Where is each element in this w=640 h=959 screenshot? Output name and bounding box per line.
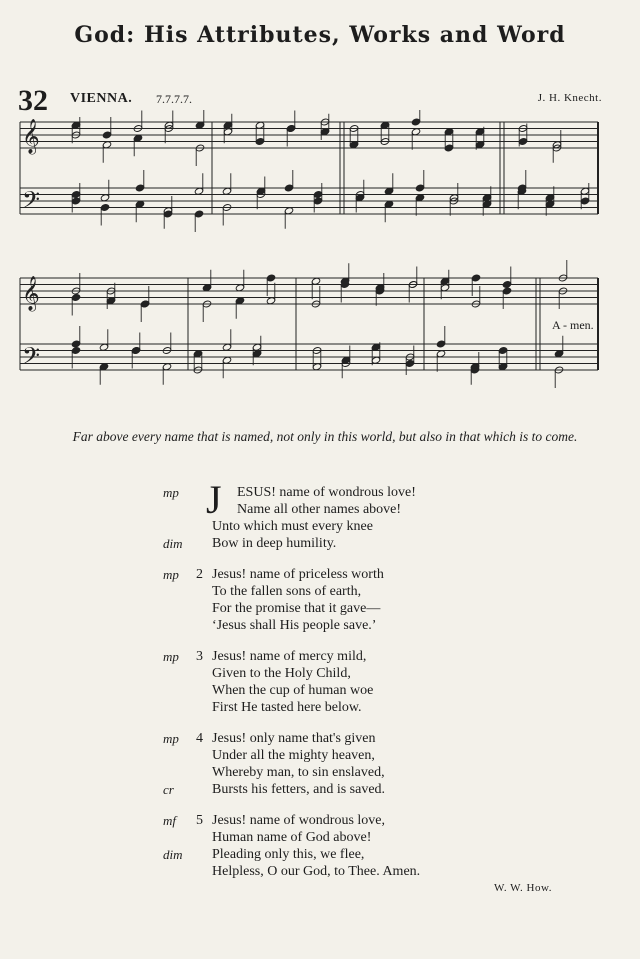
dynamic-mark: cr [163, 782, 174, 797]
note-head [71, 340, 80, 348]
verse-text: Jesus! only name that's given [212, 731, 376, 746]
note-head [266, 274, 275, 282]
note-head [252, 343, 261, 351]
note-head [255, 121, 264, 129]
author: W. W. How. [494, 882, 552, 894]
note-head [471, 274, 480, 282]
epigraph: Far above every name that is named, not only in this world, but also in that which is to come. [72, 429, 578, 444]
note-head [371, 356, 380, 364]
verse-line [0, 484, 640, 501]
note-head [405, 360, 414, 368]
note-head [411, 128, 420, 136]
verse-number: 5 [196, 813, 203, 828]
verse-text: ‘Jesus shall His people save.’ [212, 618, 377, 633]
note-head [580, 187, 589, 195]
note-head [371, 343, 380, 351]
verse-number: 3 [196, 649, 203, 664]
note-head [312, 363, 321, 371]
note-head [202, 284, 211, 292]
composer: J. H. Knecht. [537, 92, 602, 104]
verse-text: First He tasted here below. [212, 700, 362, 715]
verse-text: To the fallen sons of earth, [212, 584, 362, 599]
note-head [162, 363, 171, 371]
note-head [440, 284, 449, 292]
verse-line [0, 617, 640, 634]
verse-line [0, 863, 640, 880]
note-head [415, 194, 424, 202]
note-head [195, 121, 204, 129]
note-head [100, 204, 109, 212]
verse-text: Helpless, O our God, to Thee. Amen. [212, 864, 421, 879]
verse-line [0, 535, 640, 552]
note-head [223, 128, 232, 136]
verse-text: Human name of God above! [212, 830, 372, 845]
note-head [284, 184, 293, 192]
note-head [135, 200, 144, 208]
dynamic-mark: mp [163, 567, 179, 582]
verse-line [0, 665, 640, 682]
svg-text:𝄞: 𝄞 [22, 276, 40, 311]
note-head [286, 125, 295, 133]
note-head [482, 200, 491, 208]
note-head [384, 187, 393, 195]
svg-text:𝄢: 𝄢 [22, 186, 41, 219]
verse-line [0, 812, 640, 829]
verse-line [0, 648, 640, 665]
verse-number: 2 [196, 567, 203, 582]
note-head [411, 118, 420, 126]
verse-line [0, 699, 640, 716]
note-head [313, 197, 322, 205]
note-head [320, 128, 329, 136]
verse-2 [0, 566, 640, 634]
verse-line [0, 781, 640, 798]
verse-1 [0, 477, 640, 552]
note-head [71, 197, 80, 205]
verse-line [0, 730, 640, 747]
note-head [256, 187, 265, 195]
note-head [580, 197, 589, 205]
note-head [252, 350, 261, 358]
note-head [135, 184, 144, 192]
note-head [235, 284, 244, 292]
verse-line [0, 566, 640, 583]
note-head [102, 131, 111, 139]
verse-line [0, 501, 640, 518]
note-head [440, 277, 449, 285]
note-head [222, 187, 231, 195]
note-head [235, 297, 244, 305]
note-head [518, 138, 527, 146]
svg-text:𝄢: 𝄢 [22, 342, 41, 375]
note-head [502, 287, 511, 295]
note-head [545, 200, 554, 208]
verse-text: Pleading only this, we flee, [212, 847, 365, 862]
note-head [133, 134, 142, 142]
verse-line [0, 747, 640, 764]
note-head [71, 191, 80, 199]
verse-text: Jesus! name of mercy mild, [212, 649, 367, 664]
note-head [194, 210, 203, 218]
note-head [266, 297, 275, 305]
dynamic-mark: mp [163, 485, 179, 500]
drop-cap: J [206, 477, 222, 522]
note-head [384, 200, 393, 208]
note-head [284, 207, 293, 215]
verse-text: ESUS! name of wondrous love! [237, 485, 416, 500]
verse-text: Given to the Holy Child, [212, 666, 351, 681]
note-head [444, 144, 453, 152]
note-head [99, 363, 108, 371]
verse-text: When the cup of human woe [212, 683, 374, 698]
note-head [100, 194, 109, 202]
note-head [313, 191, 322, 199]
verse-text: Unto which must every knee [212, 519, 373, 534]
dynamic-mark: mf [163, 813, 176, 828]
verse-line [0, 764, 640, 781]
note-head [415, 184, 424, 192]
note-head [502, 281, 511, 289]
amen-label: A - men. [552, 318, 594, 332]
note-head [444, 128, 453, 136]
note-head [71, 121, 80, 129]
note-head [436, 340, 445, 348]
verses [0, 477, 640, 894]
dynamic-mark: mp [163, 731, 179, 746]
note-head [106, 297, 115, 305]
note-head [255, 138, 264, 146]
note-head [482, 194, 491, 202]
note-head [71, 347, 80, 355]
tune-name: VIENNA. [70, 91, 133, 106]
verse-text: Under all the mighty heaven, [212, 748, 375, 763]
note-head [222, 343, 231, 351]
note-head [311, 277, 320, 285]
note-head [194, 187, 203, 195]
note-head [341, 356, 350, 364]
dynamic-mark: dim [163, 536, 183, 551]
note-head [193, 350, 202, 358]
note-head [222, 356, 231, 364]
verse-line [0, 583, 640, 600]
note-head [99, 343, 108, 351]
verse-line [0, 518, 640, 535]
note-head [436, 350, 445, 358]
verse-text: Jesus! name of priceless worth [212, 567, 384, 582]
svg-text:𝄞: 𝄞 [22, 119, 40, 154]
page-header: God: His Attributes, Works and Word [74, 22, 566, 48]
verse-line [0, 829, 640, 846]
note-head [349, 141, 358, 149]
verse-text: Whereby man, to sin enslaved, [212, 765, 385, 780]
verse-number: 4 [196, 731, 203, 746]
note-head [554, 350, 563, 358]
verse-text: For the promise that it gave— [212, 601, 381, 616]
verse-line [0, 600, 640, 617]
verse-5 [0, 812, 640, 880]
verse-text: Name all other names above! [237, 502, 402, 517]
music-score [0, 110, 640, 390]
verse-text: Jesus! name of wondrous love, [212, 813, 386, 828]
note-head [223, 121, 232, 129]
verse-4 [0, 730, 640, 798]
dynamic-mark: dim [163, 847, 183, 862]
note-head [498, 363, 507, 371]
verse-text: Bursts his fetters, and is saved. [212, 782, 386, 797]
note-head [71, 294, 80, 302]
note-head [475, 128, 484, 136]
dynamic-mark: mp [163, 649, 179, 664]
hymn-number: 32 [18, 84, 48, 117]
note-head [498, 347, 507, 355]
meter: 7.7.7.7. [156, 92, 192, 106]
verse-3 [0, 648, 640, 716]
verse-line [0, 682, 640, 699]
note-head [475, 141, 484, 149]
note-head [102, 141, 111, 149]
verse-text: Bow in deep humility. [212, 536, 337, 551]
verse-line [0, 846, 640, 863]
note-head [545, 194, 554, 202]
note-head [380, 121, 389, 129]
